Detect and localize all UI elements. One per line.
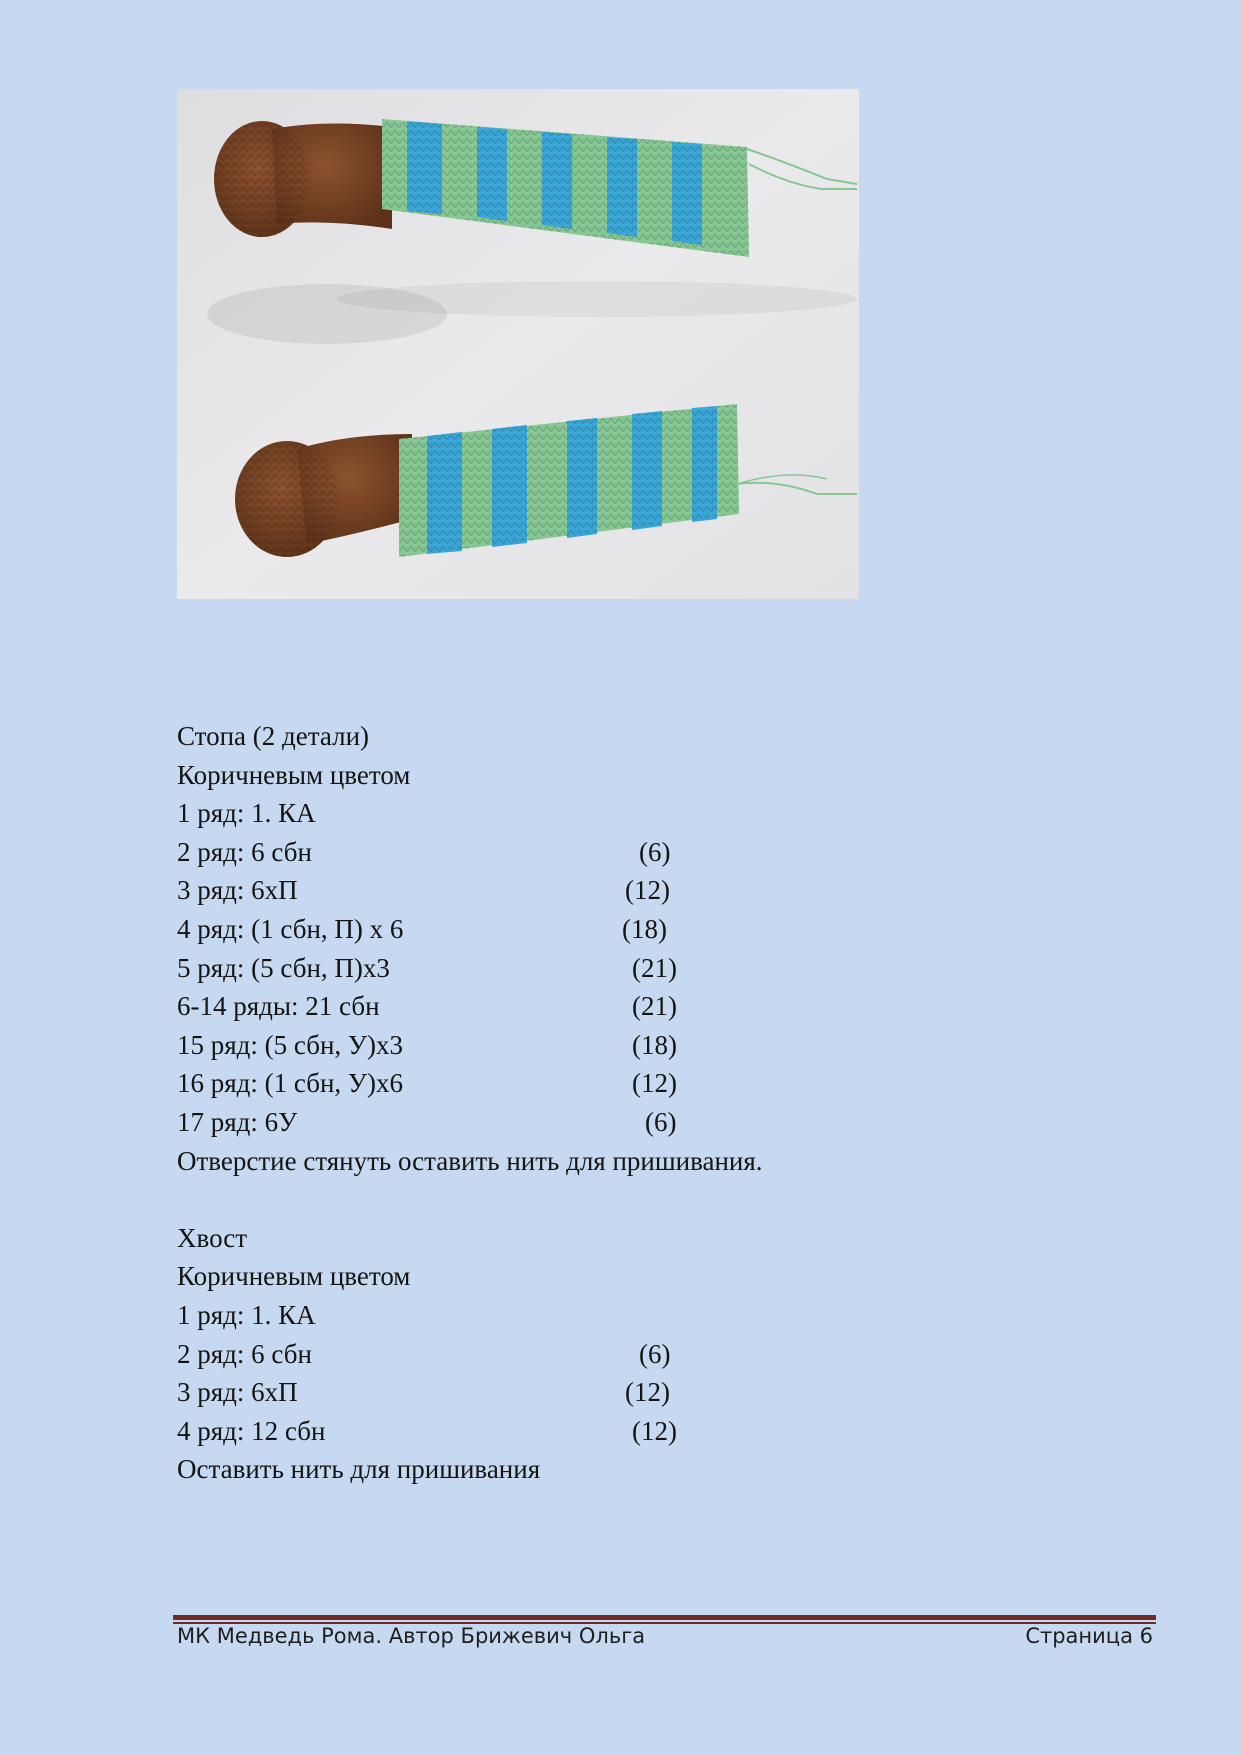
row-text: 16 ряд: (1 сбн, У)х6 — [177, 1068, 404, 1099]
foot-row-8 — [177, 1064, 877, 1103]
foot-section-title: Стопа (2 детали) — [177, 721, 370, 751]
foot-row-7 — [177, 1026, 877, 1065]
foot-row-1 — [177, 794, 877, 833]
row-text: 15 ряд: (5 сбн, У)х3 — [177, 1029, 404, 1060]
crochet-legs-photo — [177, 89, 859, 599]
foot-row-6 — [177, 987, 877, 1026]
row-text: 6-14 ряды: 21 сбн — [177, 991, 380, 1022]
row-text: 3 ряд: 6хП — [177, 875, 298, 906]
row-text: 2 ряд: 6 сбн — [177, 1338, 312, 1369]
stitch-count: (21) — [632, 952, 677, 983]
stitch-count: (18) — [622, 913, 667, 944]
foot-closing: Отверстие стянуть оставить нить для пришивания. — [177, 1145, 763, 1176]
pattern-instructions — [177, 717, 877, 1489]
tail-color-note: Коричневым цветом — [177, 1261, 411, 1292]
row-text: 1 ряд: 1. КА — [177, 1299, 316, 1330]
stitch-count: (12) — [632, 1068, 677, 1099]
stitch-count: (21) — [632, 991, 677, 1022]
row-text: 4 ряд: (1 сбн, П) х 6 — [177, 913, 404, 944]
stitch-count: (6) — [639, 1338, 671, 1369]
row-text: 1 ряд: 1. КА — [177, 798, 316, 829]
foot-row-9 — [177, 1103, 877, 1142]
stitch-count: (12) — [625, 875, 670, 906]
tail-row-1 — [177, 1296, 877, 1335]
row-text: 5 ряд: (5 сбн, П)х3 — [177, 952, 390, 983]
tail-row-2 — [177, 1335, 877, 1374]
stitch-count: (6) — [639, 836, 671, 867]
footer-document-title: МК Медведь Рома. Автор Брижевич Ольга — [177, 1624, 646, 1648]
stitch-count: (18) — [632, 1029, 677, 1060]
tail-closing: Оставить нить для пришивания — [177, 1454, 541, 1485]
foot-color-note: Коричневым цветом — [177, 759, 411, 790]
row-text: 17 ряд: 6У — [177, 1106, 298, 1137]
row-text: 3 ряд: 6хП — [177, 1377, 298, 1408]
stitch-count: (12) — [625, 1377, 670, 1408]
tail-row-4 — [177, 1412, 877, 1451]
row-text: 4 ряд: 12 сбн — [177, 1415, 326, 1446]
foot-row-4 — [177, 910, 877, 949]
stitch-count: (12) — [632, 1415, 677, 1446]
foot-row-5 — [177, 949, 877, 988]
stitch-count: (6) — [645, 1106, 677, 1137]
footer-divider — [173, 1615, 1156, 1624]
foot-row-3 — [177, 871, 877, 910]
section-spacer — [177, 1180, 877, 1219]
tail-row-3 — [177, 1373, 877, 1412]
foot-row-2 — [177, 833, 877, 872]
footer-page-number: Страница 6 — [1025, 1624, 1153, 1648]
row-text: 2 ряд: 6 сбн — [177, 836, 312, 867]
tail-section-title: Хвост — [177, 1222, 248, 1253]
